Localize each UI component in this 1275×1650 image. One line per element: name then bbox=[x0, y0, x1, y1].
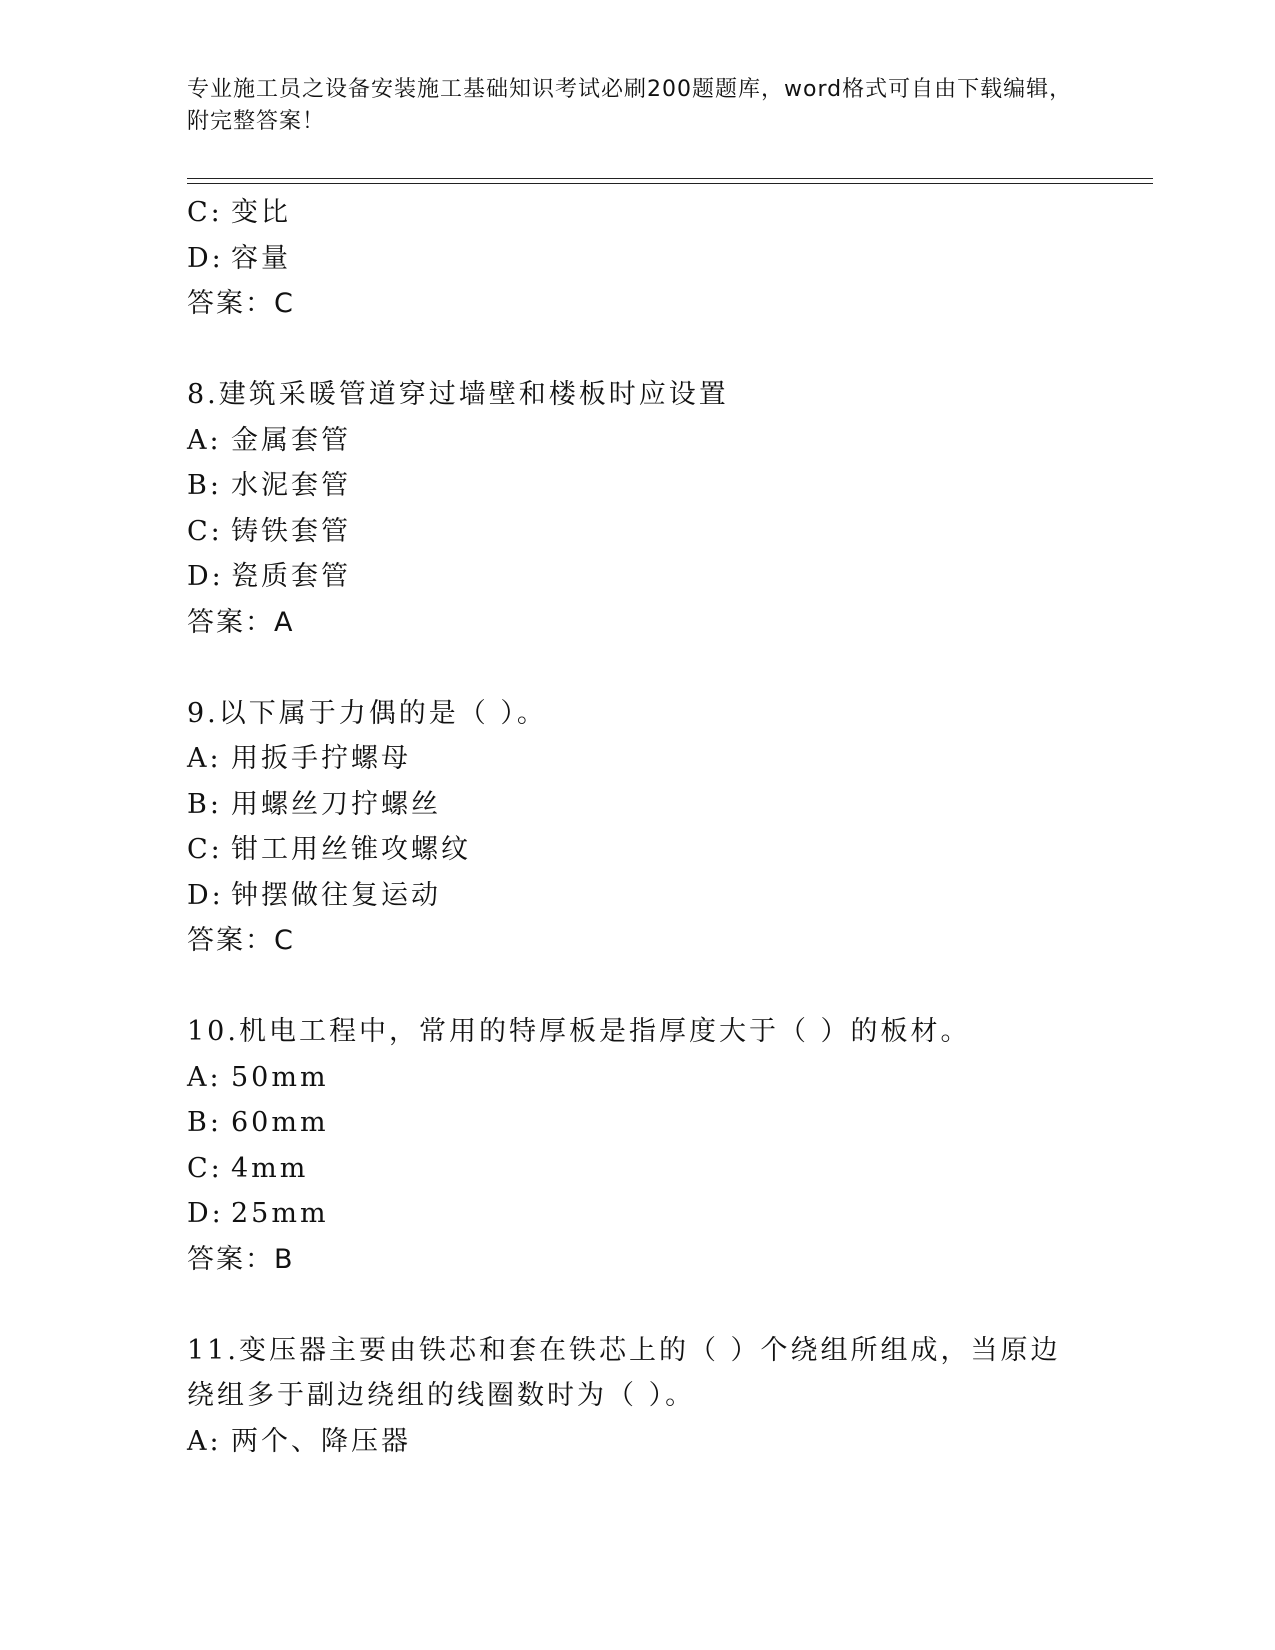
option-d: D: 容量 bbox=[187, 242, 291, 274]
header-divider-top bbox=[187, 178, 1153, 179]
answer-line: 答案：B bbox=[187, 1243, 295, 1275]
option-d: D: 瓷质套管 bbox=[187, 561, 351, 592]
option-b: B: 用螺丝刀拧螺丝 bbox=[187, 788, 441, 820]
option-d: D: 25mm bbox=[187, 1198, 329, 1229]
option-a: A: 两个、降压器 bbox=[187, 1425, 411, 1457]
question-stem: 10.机电工程中，常用的特厚板是指厚度大于（ ）的板材。 bbox=[187, 1016, 971, 1047]
option-a: A: 金属套管 bbox=[187, 424, 351, 456]
option-d: D: 钟摆做往复运动 bbox=[187, 879, 441, 911]
header-title: 专业施工员之设备安装施工基础知识考试必刷200题题库，word格式可自由下载编辑，附完整答案！ bbox=[187, 77, 1073, 134]
document-header bbox=[187, 74, 1087, 138]
question-fragment bbox=[187, 190, 1087, 327]
question-stem: 8.建筑采暖管道穿过墙壁和楼板时应设置 bbox=[187, 379, 729, 410]
option-c: C: 钳工用丝锥攻螺纹 bbox=[187, 834, 471, 865]
question-stem: 9.以下属于力偶的是（ ）。 bbox=[187, 697, 547, 729]
question-8 bbox=[187, 372, 1087, 645]
option-a: A: 50mm bbox=[187, 1061, 329, 1093]
answer-line: 答案：A bbox=[187, 606, 295, 638]
option-b: B: 60mm bbox=[187, 1107, 329, 1138]
answer-line: 答案：C bbox=[187, 288, 295, 319]
question-11 bbox=[187, 1328, 1087, 1465]
question-9 bbox=[187, 691, 1087, 964]
option-a: A: 用扳手拧螺母 bbox=[187, 743, 411, 774]
question-stem: 11.变压器主要由铁芯和套在铁芯上的（ ）个绕组所组成，当原边绕组多于副边绕组的线圈数时为（ ）。 bbox=[187, 1334, 1061, 1411]
option-c: C: 4mm bbox=[187, 1152, 309, 1184]
option-c: C: 铸铁套管 bbox=[187, 515, 351, 547]
answer-line: 答案：C bbox=[187, 925, 295, 956]
option-c: C: 变比 bbox=[187, 197, 291, 228]
header-divider-bottom bbox=[187, 183, 1153, 184]
question-10 bbox=[187, 1009, 1087, 1282]
question-content bbox=[187, 190, 1087, 1464]
option-b: B: 水泥套管 bbox=[187, 470, 351, 501]
